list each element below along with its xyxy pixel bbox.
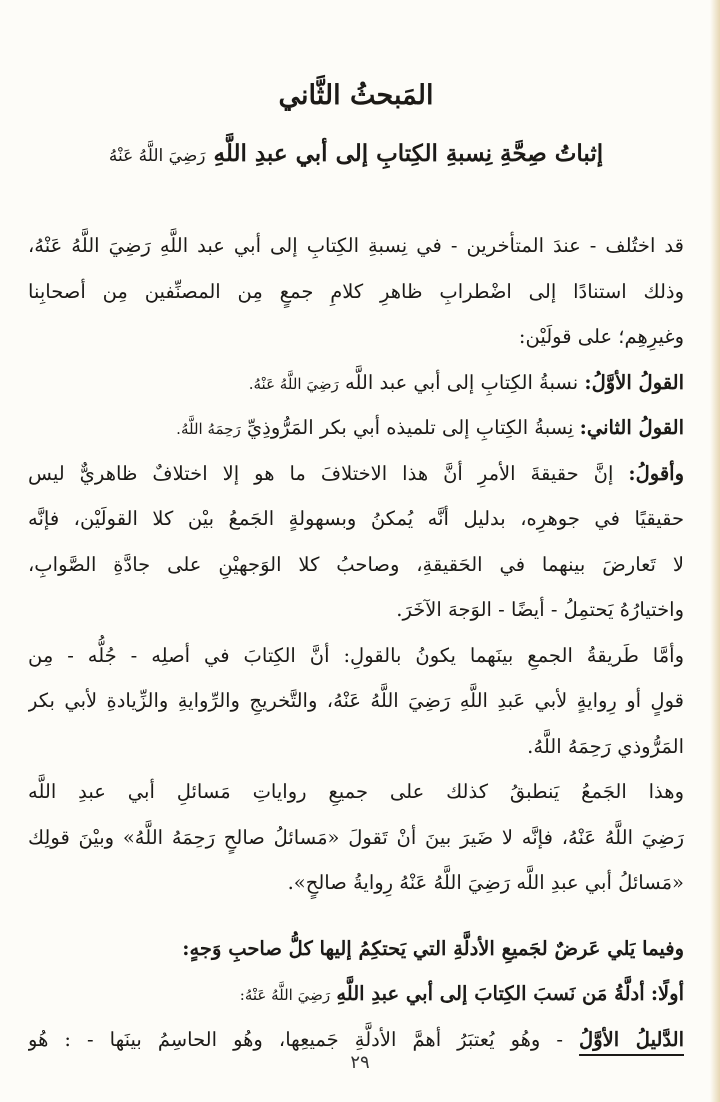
body-line: لا تَعارضَ بينهما في الحَقيقةِ، وصاحبُ كلا الوَجهيْنِ على جادَّةِ الصَّوابِ،: [28, 552, 684, 576]
evidence-heading-honorific: رَضِيَ اللَّهُ عَنْهُ:: [239, 986, 331, 1004]
evidence-heading-text: أدلَّةُ مَن نَسبَ الكِتابَ إلى أبي عبدِ اللَّهِ: [336, 982, 645, 1005]
first-opinion: [28, 360, 684, 406]
evidence-heading-label: أولًا:: [650, 982, 684, 1005]
paragraph-gap: [28, 906, 684, 926]
second-opinion-honorific: رَحِمَهُ اللَّهُ.: [176, 420, 241, 438]
body-line: حقيقيًا في جوهرِه، بدليل أنَّه يُمكنُ وبسهولةٍ الجَمعُ بيْن كلا القولَيْن، فإنَّه: [28, 507, 684, 530]
body-line: واختيارُهُ يَحتمِلُ - أيضًا - الوَجهَ الآخَرَ.: [396, 598, 684, 621]
page-body: [28, 223, 684, 1062]
first-opinion-honorific: رَضِيَ اللَّهُ عَنْهُ.: [248, 374, 339, 393]
section-title: [28, 140, 684, 167]
first-evidence-label: الدَّليلُ الأوَّلُ: [579, 1027, 684, 1051]
body-line: قولٍ أو رِوايةٍ لأبي عَبدِ اللَّهِ رَضِيَ اللَّهُ عَنْهُ، والتَّخريجِ والرِّوايةِ والزِّيادةِ لأبي بكر: [28, 689, 684, 712]
page-number: ٢٩: [350, 1052, 370, 1073]
body-line: وذلك استنادًا إلى اضْطرابِ ظاهرِ كلامِ جمعٍ مِن المصنِّفين مِن أصحابِنا: [28, 279, 684, 303]
body-line: قد اختُلف - عندَ المتأخرين - في نِسبةِ الكِتابِ إلى أبي عبد اللَّهِ رَضِيَ اللَّهُ عَنْهُ،: [28, 234, 684, 257]
body-line: المَرُّوذي رَحِمَهُ اللَّهُ.: [527, 734, 684, 758]
body-line: رَضِيَ اللَّهُ عَنْهُ، فإنَّه لا ضَيرَ بينَ أنْ تَقولَ «مَسائلُ صالحٍ رَحِمَهُ اللَّهُ» وبيْنَ قولِك: [28, 825, 684, 849]
second-opinion-text: نِسبةُ الكِتابِ إلى تلميذه أبي بكر المَرُّوذِيِّ: [246, 416, 574, 439]
section-honorific: رَضِيَ اللَّهُ عَنْهُ: [108, 146, 206, 166]
body-line: وأمَّا طَريقةُ الجمعِ بينَهما يكونُ بالقولِ: أنَّ الكِتابَ في أصلِه - جُلُّه - مِن: [28, 643, 684, 667]
section-title-text: إثباتُ صِحَّةِ نِسبةِ الكِتابِ إلى أبي عبدِ اللَّهِ: [213, 140, 604, 167]
evidence-intro: وفيما يَلي عَرضٌ لجَميعِ الأدلَّةِ التي يَحتكِمُ إليها كلُّ صاحبِ وَجهٍ:: [182, 936, 684, 960]
evidence-heading: [28, 971, 684, 1017]
first-opinion-text: نسبةُ الكِتابِ إلى أبي عبد اللَّه: [345, 370, 579, 394]
body-line: «مَسائلُ أبي عبدِ اللَّه رَضِيَ اللَّهُ عَنْهُ رِوايةُ صالحٍ».: [287, 871, 684, 894]
second-opinion: [28, 405, 684, 451]
chapter-title: المَبحثُ الثَّاني: [278, 80, 434, 111]
body-line: وهذا الجَمعُ يَنطبقُ كذلك على جميعِ رواياتِ مَسائلِ أبي عبدِ اللَّه: [28, 780, 684, 803]
author-opinion-label: وأقولُ:: [628, 461, 684, 485]
first-opinion-label: القولُ الأوَّلُ:: [584, 370, 684, 394]
first-evidence-text: - وهُو يُعتبَرُ أهمَّ الأدلَّةِ جَميعِها، وهُو الحاسِمُ بينَها - : هُو: [28, 1027, 563, 1051]
second-opinion-label: القولُ الثاني:: [579, 416, 684, 439]
body-line: وغيرِهِم؛ على قولَيْن:: [518, 325, 684, 348]
author-opinion-line: [28, 451, 684, 497]
author-opinion-text: إنَّ حقيقةَ الأمرِ أنَّ هذا الاختلافَ ما هو إلا اختلافٌ ظاهريٌّ ليس: [28, 461, 614, 485]
